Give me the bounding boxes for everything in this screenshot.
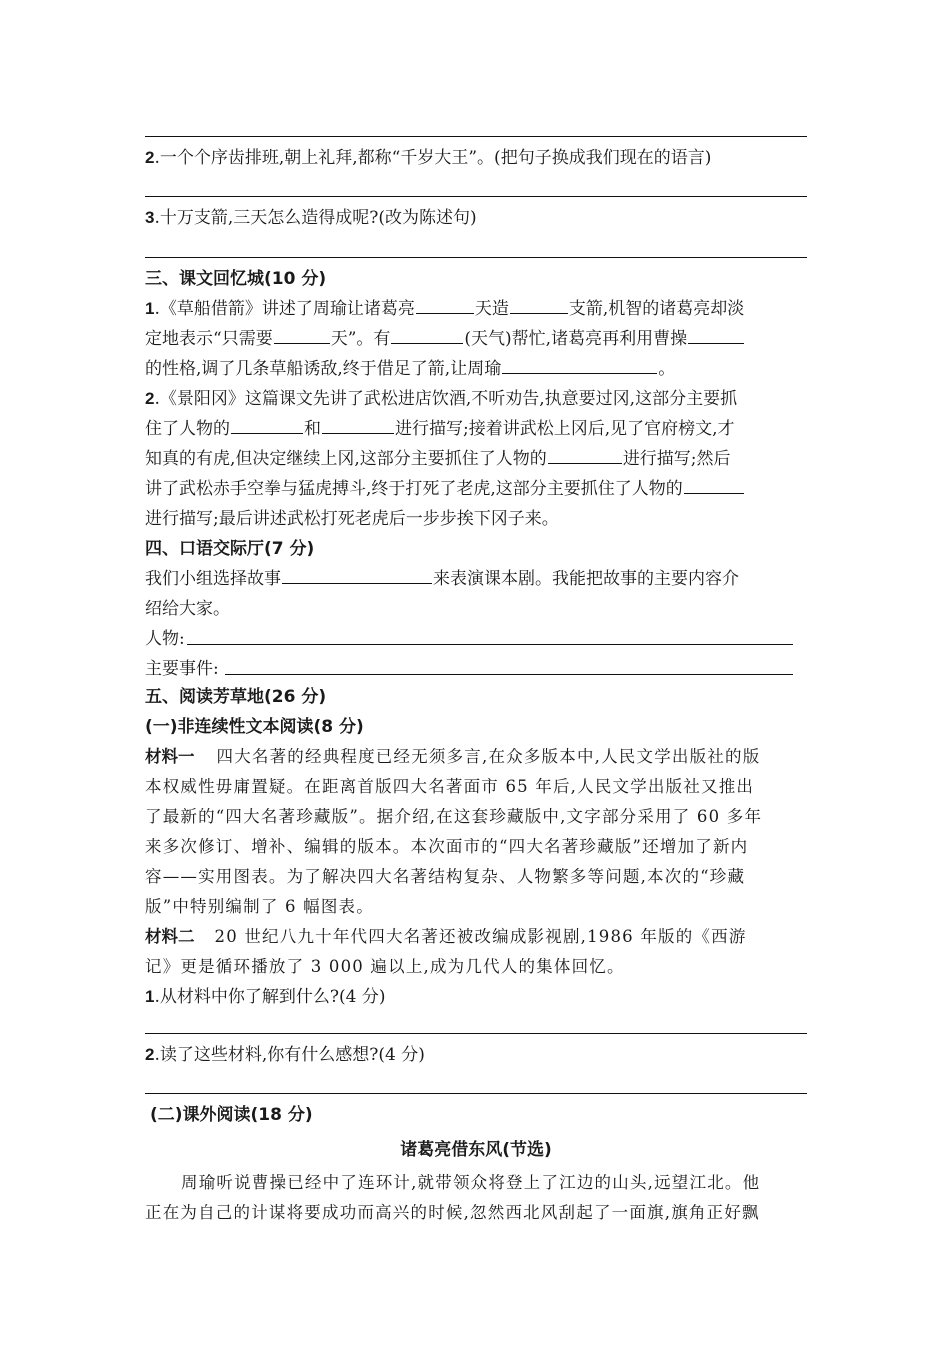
answer-line [145, 196, 807, 197]
answer-line [145, 136, 807, 137]
material-1-line6: 版”中特别编制了 6 幅图表。 [145, 897, 374, 916]
oral-line2: 绍给大家。 [145, 599, 230, 619]
people-line: 人物: [145, 629, 185, 649]
oral-line1: 我们小组选择故事 来表演课本剧。我能把故事的主要内容介 [145, 564, 739, 594]
recall-q2-line1: 2.《景阳冈》这篇课文先讲了武松进店饮酒,不听劝告,执意要过冈,这部分主要抓 [145, 389, 738, 409]
fill-blank[interactable] [502, 354, 657, 374]
fill-blank[interactable] [282, 564, 432, 584]
recall-q1-line1: 1.《草船借箭》讲述了周瑜让诸葛亮 天造 支箭,机智的诸葛亮却淡 [145, 294, 744, 324]
fill-blank[interactable] [231, 414, 303, 434]
fill-blank[interactable] [391, 324, 463, 344]
story-title: 诸葛亮借东风(节选) [400, 1140, 552, 1160]
material-1-line2: 本权威性毋庸置疑。在距离首版四大名著面市 65 年后,人民文学出版社又推出 [145, 777, 755, 796]
answer-line [145, 1033, 807, 1034]
section-3-heading: 三、课文回忆城(10 分) [145, 269, 327, 289]
recall-q2-line4: 讲了武松赤手空拳与猛虎搏斗,终于打死了老虎,这部分主要抓住了人物的 [145, 474, 745, 504]
reading-question-1: 1.从材料中你了解到什么?(4 分) [145, 987, 386, 1007]
fill-blank[interactable] [322, 414, 394, 434]
section-4-heading: 四、口语交际厅(7 分) [145, 539, 315, 559]
recall-q1-line2: 定地表示“只需要 天”。有 (天气)帮忙,诸葛亮再利用曹操 [145, 324, 745, 354]
material-1-line4: 来多次修订、增补、编辑的版本。本次面市的“四大名著珍藏版”还增加了新内 [145, 837, 749, 856]
events-line: 主要事件: [145, 659, 219, 679]
fill-blank[interactable] [416, 294, 474, 314]
fill-blank[interactable] [510, 294, 568, 314]
material-1-line1: 材料一 四大名著的经典程度已经无须多言,在众多版本中,人民文学出版社的版 [145, 747, 761, 766]
fill-blank[interactable] [548, 444, 622, 464]
section-5-heading: 五、阅读芳草地(26 分) [145, 687, 327, 707]
events-answer-line[interactable] [225, 674, 793, 675]
fill-blank[interactable] [688, 324, 744, 344]
story-line1: 周瑜听说曹操已经中了连环计,就带领众将登上了江边的山头,远望江北。他 [181, 1173, 761, 1192]
subsection-1-heading: (一)非连续性文本阅读(8 分) [145, 717, 364, 737]
recall-q2-line2: 住了人物的 和 进行描写;接着讲武松上冈后,见了官府榜文,才 [145, 414, 735, 444]
answer-line [145, 257, 807, 258]
recall-q2-line3: 知真的有虎,但决定继续上冈,这部分主要抓住了人物的 进行描写;然后 [145, 444, 731, 474]
fill-blank[interactable] [274, 324, 330, 344]
material-1-line3: 了最新的“四大名著珍藏版”。据介绍,在这套珍藏版中,文字部分采用了 60 多年 [145, 807, 763, 826]
recall-q1-line3: 的性格,调了几条草船诱敌,终于借足了箭,让周瑜 。 [145, 354, 675, 384]
answer-line [145, 1093, 807, 1094]
material-2-line2: 记》更是循环播放了 3 000 遍以上,成为几代人的集体回忆。 [145, 957, 625, 976]
people-answer-line[interactable] [187, 644, 793, 645]
material-1-line5: 容——实用图表。为了解决四大名著结构复杂、人物繁多等问题,本次的“珍藏 [145, 867, 746, 886]
story-line2: 正在为自己的计谋将要成功而高兴的时候,忽然西北风刮起了一面旗,旗角正好飘 [145, 1203, 760, 1222]
subsection-2-heading: (二)课外阅读(18 分) [150, 1105, 313, 1125]
reading-question-2: 2.读了这些材料,你有什么感想?(4 分) [145, 1045, 425, 1065]
fill-blank[interactable] [684, 474, 744, 494]
question-3: 3.十万支箭,三天怎么造得成呢?(改为陈述句) [145, 208, 477, 228]
question-2: 2.一个个序齿排班,朝上礼拜,都称“千岁大王”。(把句子换成我们现在的语言) [145, 148, 712, 168]
material-2-line1: 材料二 20 世纪八九十年代四大名著还被改编成影视剧,1986 年版的《西游 [145, 927, 747, 946]
recall-q2-line5: 进行描写;最后讲述武松打死老虎后一步步挨下冈子来。 [145, 509, 559, 529]
